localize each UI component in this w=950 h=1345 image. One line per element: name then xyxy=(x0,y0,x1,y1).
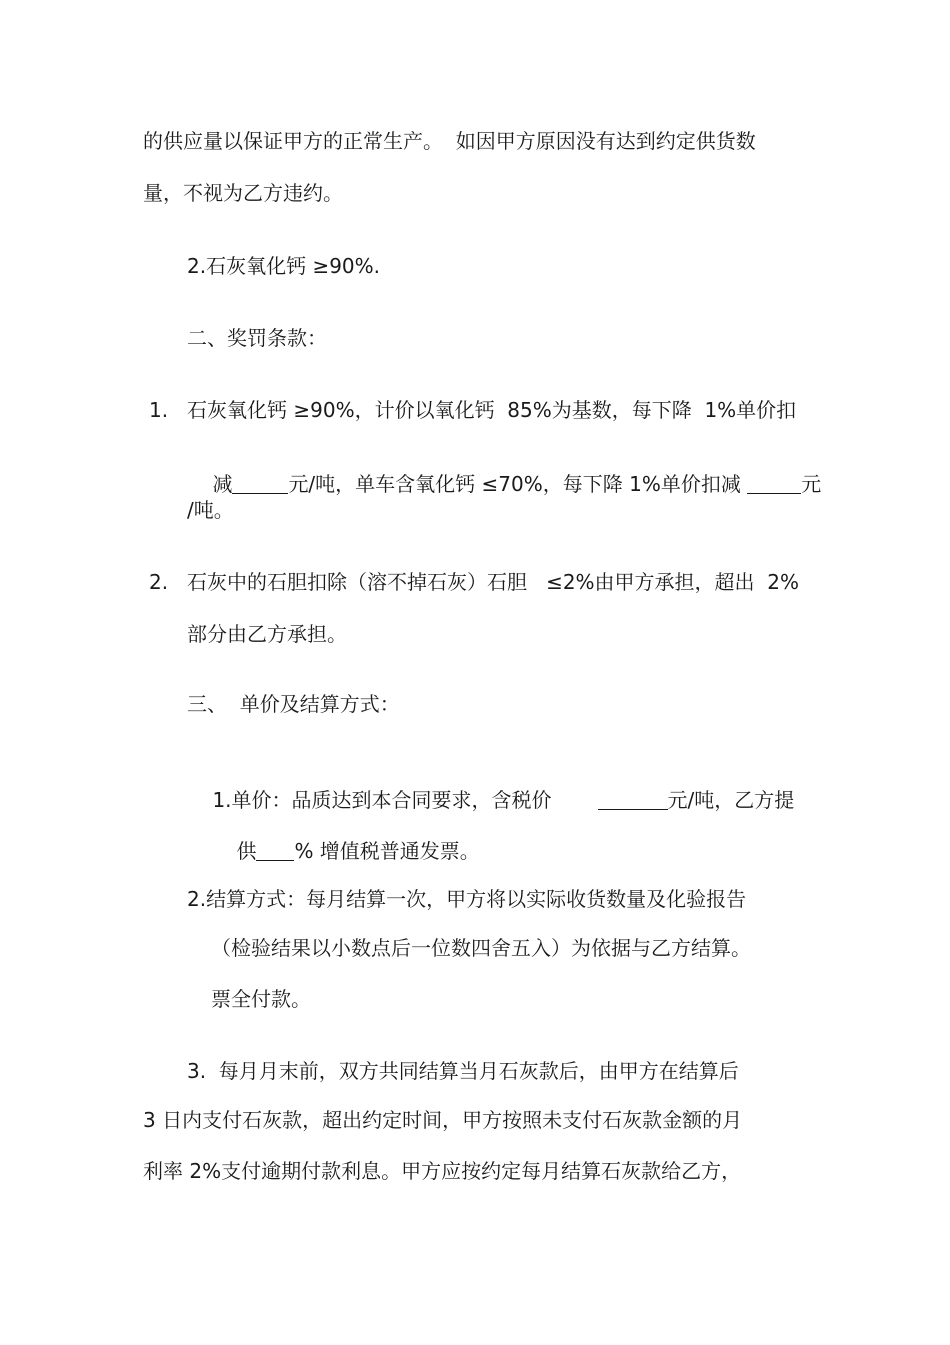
text-line: （检验结果以小数点后一位数四舍五入）为依据与乙方结算。 xyxy=(211,936,751,960)
fill-blank xyxy=(256,842,294,861)
fill-blank xyxy=(747,475,801,494)
text-line: 石灰中的石胆扣除（溶不掉石灰）石胆 ≤2%由甲方承担，超出 2% xyxy=(187,570,800,594)
fill-blank xyxy=(598,791,668,810)
text-line: 2.石灰氧化钙 ≥90%. xyxy=(187,254,381,278)
text-fragment: 减 xyxy=(212,472,233,496)
list-number: 2. xyxy=(149,570,169,594)
text-line: 3 日内支付石灰款，超出约定时间，甲方按照未支付石灰款金额的月 xyxy=(143,1108,743,1132)
text-fragment: 元/吨，单车含氧化钙 ≤70%，每下降 1%单价扣减 xyxy=(288,472,741,496)
text-line: 3. 每月月末前，双方共同结算当月石灰款后，由甲方在结算后 xyxy=(187,1059,739,1083)
text-fragment: 元 xyxy=(801,472,822,496)
section-heading: 三、 单价及结算方式： xyxy=(187,692,400,716)
text-line: 利率 2%支付逾期付款利息。甲方应按约定每月结算石灰款给乙方， xyxy=(143,1159,742,1183)
text-fragment: 1.单价：品质达到本合同要求，含税价 xyxy=(212,788,552,812)
text-line: 的供应量以保证甲方的正常生产。 如因甲方原因没有达到约定供货数 xyxy=(143,129,756,153)
list-number: 1. xyxy=(149,398,169,422)
text-line xyxy=(187,448,821,520)
text-fragment: 元/吨，乙方提 xyxy=(667,788,795,812)
fill-blank xyxy=(232,475,288,494)
text-fragment: 供 xyxy=(236,839,257,863)
text-line: 石灰氧化钙 ≥90%，计价以氧化钙 85%为基数，每下降 1%单价扣 xyxy=(187,398,797,422)
text-line: 部分由乙方承担。 xyxy=(187,622,347,646)
section-heading: 二、奖罚条款： xyxy=(187,326,327,350)
text-fragment: % 增值税普通发票。 xyxy=(294,839,480,863)
text-line xyxy=(211,815,480,887)
text-line: 量，不视为乙方违约。 xyxy=(143,181,343,205)
text-line: 2.结算方式：每月结算一次，甲方将以实际收货数量及化验报告 xyxy=(187,887,747,911)
text-line: /吨。 xyxy=(187,498,234,522)
text-line: 票全付款。 xyxy=(211,987,311,1011)
